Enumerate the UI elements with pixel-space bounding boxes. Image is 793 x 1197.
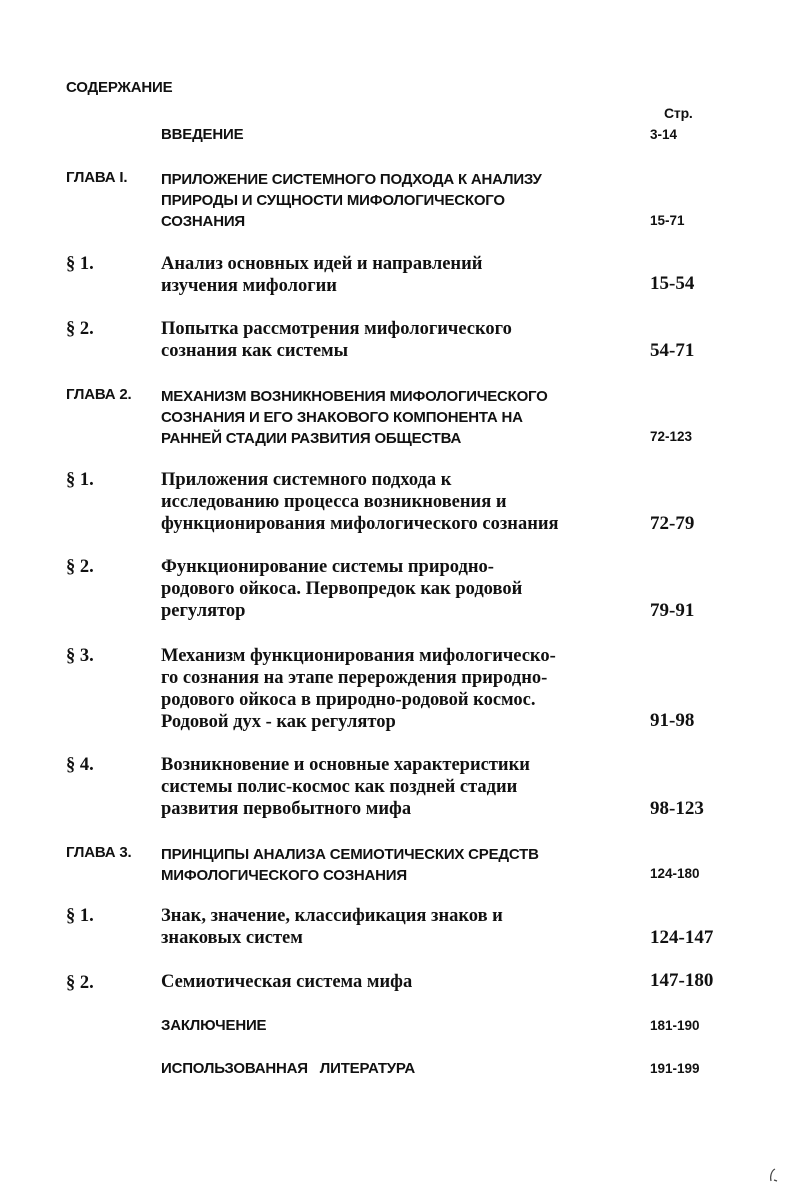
section-1-2-title — [161, 318, 512, 362]
section-3-1-label: § 1. — [66, 906, 94, 926]
section-2-3-title-line: Механизм функционирования мифологическо- — [161, 646, 556, 666]
chapter-1-pages: 15-71 — [650, 213, 685, 228]
section-2-1-pages: 72-79 — [650, 513, 695, 534]
section-2-2-title-line: родового ойкоса. Первопредок как родовой — [161, 579, 523, 599]
chapter-1-label: ГЛАВА I. — [66, 169, 128, 186]
scan-mark-icon — [768, 1168, 778, 1182]
section-3-1-pages: 124-147 — [650, 927, 714, 948]
section-1-2-title-line: сознания как системы — [161, 341, 349, 361]
chapter-2-title-line: МЕХАНИЗМ ВОЗНИКНОВЕНИЯ МИФОЛОГИЧЕСКОГО — [161, 388, 548, 405]
conclusion-title: ЗАКЛЮЧЕНИЕ — [161, 1017, 267, 1034]
section-2-2-title-line: Функционирование системы природно- — [161, 557, 494, 577]
section-2-1-title-line: Приложения системного подхода к — [161, 470, 452, 490]
chapter-2-label: ГЛАВА 2. — [66, 386, 132, 403]
bibliography-title: ИСПОЛЬЗОВАННАЯ ЛИТЕРАТУРА — [161, 1060, 416, 1077]
chapter-1-title-line: ПРИРОДЫ И СУЩНОСТИ МИФОЛОГИЧЕСКОГО — [161, 192, 505, 209]
bibliography-pages: 191-199 — [650, 1061, 700, 1076]
section-2-2-label: § 2. — [66, 557, 94, 577]
chapter-2-pages: 72-123 — [650, 429, 693, 444]
chapter-2-title-line: РАННЕЙ СТАДИИ РАЗВИТИЯ ОБЩЕСТВА — [161, 430, 462, 447]
entry-introduction-title: ВВЕДЕНИЕ — [161, 126, 244, 143]
section-2-4-title-line: развития первобытного мифа — [161, 799, 412, 819]
section-3-1-title-line: знаковых систем — [161, 928, 303, 948]
chapter-1-title-line: СОЗНАНИЯ — [161, 213, 245, 230]
chapter-3-title — [161, 844, 539, 886]
section-2-4-title-line: Возникновение и основные характеристики — [161, 755, 530, 775]
section-2-1-title — [161, 469, 559, 535]
section-2-2-title-line: регулятор — [161, 601, 246, 621]
section-2-2-title — [161, 556, 522, 622]
section-1-2-title-line: Попытка рассмотрения мифологического — [161, 319, 512, 339]
section-1-1-title — [161, 253, 482, 297]
section-2-3-title — [161, 645, 556, 733]
section-2-4-title — [161, 754, 530, 820]
section-2-1-title-line: исследованию процесса возникновения и — [161, 492, 507, 512]
section-3-2-title: Семиотическая система мифа — [161, 972, 413, 992]
chapter-3-title-line: МИФОЛОГИЧЕСКОГО СОЗНАНИЯ — [161, 867, 407, 884]
section-2-1-label: § 1. — [66, 470, 94, 490]
section-1-1-label: § 1. — [66, 254, 94, 274]
section-2-2-pages: 79-91 — [650, 600, 695, 621]
chapter-3-pages: 124-180 — [650, 866, 700, 881]
section-1-2-label: § 2. — [66, 319, 94, 339]
section-3-2-label: § 2. — [66, 973, 94, 993]
section-1-1-title-line: изучения мифологии — [161, 276, 337, 296]
section-2-4-label: § 4. — [66, 755, 94, 775]
section-1-1-title-line: Анализ основных идей и направлений — [161, 254, 483, 274]
toc-heading: СОДЕРЖАНИЕ — [66, 79, 173, 96]
section-2-4-pages: 98-123 — [650, 798, 704, 819]
section-3-2-pages: 147-180 — [650, 970, 714, 991]
section-2-3-title-line: Родовой дух - как регулятор — [161, 712, 396, 732]
section-1-2-pages: 54-71 — [650, 340, 695, 361]
chapter-3-label: ГЛАВА 3. — [66, 844, 132, 861]
chapter-3-title-line: ПРИНЦИПЫ АНАЛИЗА СЕМИОТИЧЕСКИХ СРЕДСТВ — [161, 846, 539, 863]
section-2-3-title-line: го сознания на этапе перерождения природно- — [161, 668, 548, 688]
section-2-3-pages: 91-98 — [650, 710, 695, 731]
page-column-header: Стр. — [664, 105, 693, 121]
chapter-2-title — [161, 386, 548, 449]
entry-introduction-pages: 3-14 — [650, 127, 678, 142]
section-2-1-title-line: функционирования мифологического сознания — [161, 514, 559, 534]
section-1-1-pages: 15-54 — [650, 273, 695, 294]
section-2-3-label: § 3. — [66, 646, 94, 666]
chapter-2-title-line: СОЗНАНИЯ И ЕГО ЗНАКОВОГО КОМПОНЕНТА НА — [161, 409, 523, 426]
conclusion-pages: 181-190 — [650, 1018, 700, 1033]
section-2-3-title-line: родового ойкоса в природно-родовой космос. — [161, 690, 536, 710]
section-2-4-title-line: системы полис-космос как поздней стадии — [161, 777, 518, 797]
section-3-1-title-line: Знак, значение, классификация знаков и — [161, 906, 503, 926]
chapter-1-title-line: ПРИЛОЖЕНИЕ СИСТЕМНОГО ПОДХОДА К АНАЛИЗУ — [161, 171, 542, 188]
section-3-1-title — [161, 905, 503, 949]
chapter-1-title — [161, 169, 542, 232]
